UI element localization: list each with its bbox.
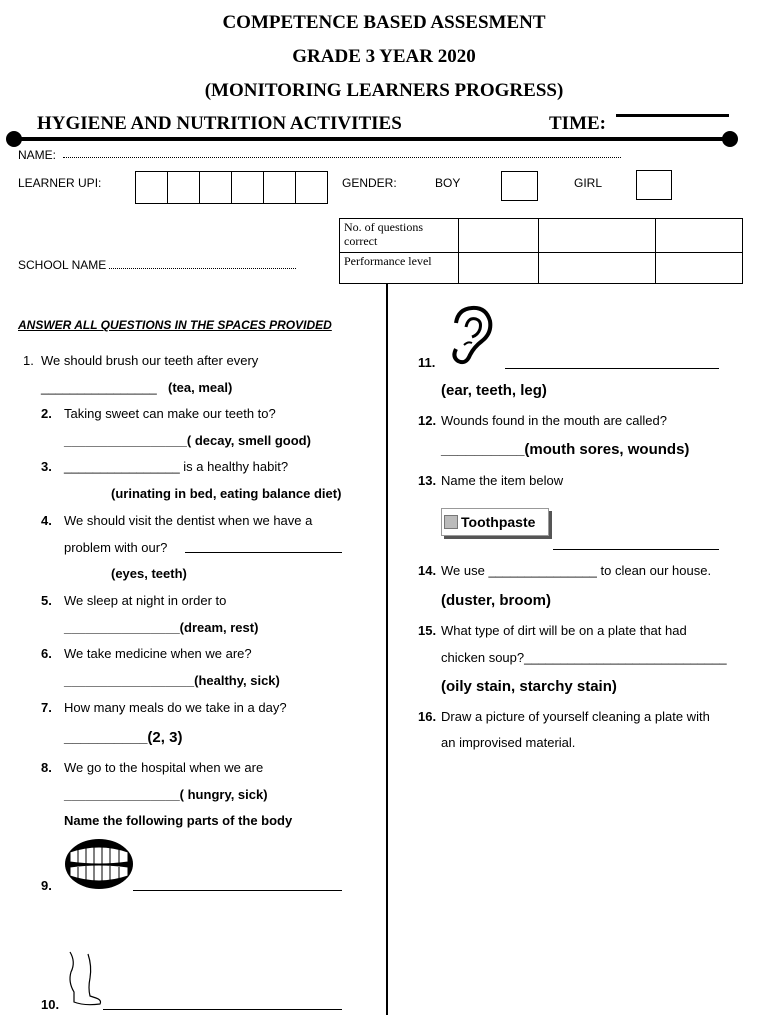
perf-cell[interactable]: [459, 253, 539, 284]
q15-text-line1: What type of dirt will be on a plate that had: [441, 623, 687, 638]
q8-answer[interactable]: ________________( hungry, sick): [64, 787, 268, 802]
subject-title: HYGIENE AND NUTRITION ACTIVITIES: [37, 113, 402, 134]
q1-options: (tea, meal): [168, 380, 233, 395]
q3-text: ________________ is a healthy habit?: [64, 459, 289, 474]
q5-answer[interactable]: ________________(dream, rest): [64, 620, 259, 635]
q7-text: How many meals do we take in a day?: [64, 700, 287, 715]
q7-number: 7.: [41, 700, 52, 715]
q12-answer[interactable]: __________(mouth sores, wounds): [441, 441, 690, 458]
q13-answer-line[interactable]: [553, 549, 719, 550]
time-field[interactable]: [616, 114, 729, 117]
time-label: TIME:: [549, 113, 606, 134]
girl-label: GIRL: [574, 176, 603, 190]
q11-number: 11.: [418, 355, 436, 370]
upi-box-3[interactable]: [199, 171, 232, 204]
q9-answer-line[interactable]: [133, 890, 342, 891]
parts-heading: Name the following parts of the body: [64, 813, 293, 828]
q13-number: 13.: [418, 473, 437, 488]
q13-text: Name the item below: [441, 473, 564, 488]
q6-answer[interactable]: __________________(healthy, sick): [64, 673, 280, 688]
q4-options: (eyes, teeth): [111, 566, 187, 581]
upi-box-2[interactable]: [167, 171, 200, 204]
school-label: SCHOOL NAME: [18, 258, 107, 272]
q1-text: We should brush our teeth after every: [41, 353, 259, 368]
q8-text: We go to the hospital when we are: [64, 760, 264, 775]
q6-number: 6.: [41, 646, 52, 661]
perf-cell[interactable]: [459, 219, 539, 253]
toothpaste-label: Toothpaste: [461, 514, 536, 530]
boy-checkbox[interactable]: [501, 171, 538, 201]
q1-blank[interactable]: ________________: [41, 380, 157, 395]
perf-cell[interactable]: [656, 253, 743, 284]
q15-options: (oily stain, starchy stain): [441, 678, 617, 695]
toothpaste-icon: [441, 508, 549, 536]
q2-answer[interactable]: _________________( decay, smell good): [64, 433, 311, 448]
performance-level-label: Performance level: [340, 253, 459, 284]
q3-options: (urinating in bed, eating balance diet): [111, 486, 342, 501]
q6-text: We take medicine when we are?: [64, 646, 252, 661]
q14-options: (duster, broom): [441, 592, 552, 609]
column-divider: [386, 284, 388, 1015]
name-label: NAME:: [18, 148, 57, 162]
title-monitoring: (MONITORING LEARNERS PROGRESS): [204, 80, 564, 101]
name-field[interactable]: [63, 157, 621, 158]
title-grade: GRADE 3 YEAR 2020: [292, 46, 476, 67]
instruction: ANSWER ALL QUESTIONS IN THE SPACES PROVIDED: [18, 318, 332, 332]
q2-text: Taking sweet can make our teeth to?: [64, 406, 276, 421]
perf-cell[interactable]: [539, 219, 656, 253]
upi-label: LEARNER UPI:: [18, 176, 102, 190]
title-assessment: COMPETENCE BASED ASSESMENT: [222, 12, 546, 33]
performance-table: [339, 218, 743, 284]
girl-checkbox[interactable]: [636, 170, 672, 200]
q5-number: 5.: [41, 593, 52, 608]
q1-number: 1.: [23, 353, 34, 368]
teeth-icon: [62, 836, 136, 892]
q12-number: 12.: [418, 413, 437, 428]
school-field[interactable]: [109, 268, 296, 269]
q4-text-line1: We should visit the dentist when we have a: [64, 513, 313, 528]
gender-label: GENDER:: [342, 176, 397, 190]
rule-dot-right: [722, 131, 738, 147]
q7-answer[interactable]: __________(2, 3): [64, 729, 183, 746]
q4-number: 4.: [41, 513, 52, 528]
q15-text-line2: chicken soup?____________________________: [441, 650, 727, 665]
q8-number: 8.: [41, 760, 52, 775]
header-rule: [14, 137, 730, 141]
boy-label: BOY: [435, 176, 461, 190]
q16-number: 16.: [418, 709, 437, 724]
q15-number: 15.: [418, 623, 437, 638]
rule-dot-left: [6, 131, 22, 147]
q5-text: We sleep at night in order to: [64, 593, 227, 608]
q3-number: 3.: [41, 459, 52, 474]
perf-cell[interactable]: [656, 219, 743, 253]
q10-answer-line[interactable]: [103, 1009, 342, 1010]
q12-text: Wounds found in the mouth are called?: [441, 413, 667, 428]
questions-correct-label: No. of questions correct: [340, 219, 459, 253]
q16-text-line2: an improvised material.: [441, 735, 576, 750]
perf-cell[interactable]: [539, 253, 656, 284]
q16-text-line1: Draw a picture of yourself cleaning a plate with: [441, 709, 710, 724]
upi-box-1[interactable]: [135, 171, 168, 204]
q10-number: 10.: [41, 997, 60, 1012]
q4-answer-line[interactable]: [185, 552, 342, 553]
q11-options: (ear, teeth, leg): [441, 382, 547, 399]
q4-text-line2: problem with our?: [64, 540, 168, 555]
q9-number: 9.: [41, 878, 52, 893]
q14-number: 14.: [418, 563, 437, 578]
upi-box-6[interactable]: [295, 171, 328, 204]
q14-text: We use _______________ to clean our house.: [441, 563, 712, 578]
upi-box-4[interactable]: [231, 171, 264, 204]
upi-box-5[interactable]: [263, 171, 296, 204]
ear-icon: [450, 305, 496, 365]
q11-answer-line[interactable]: [505, 368, 719, 369]
q2-number: 2.: [41, 406, 52, 421]
leg-icon: [62, 950, 104, 1008]
